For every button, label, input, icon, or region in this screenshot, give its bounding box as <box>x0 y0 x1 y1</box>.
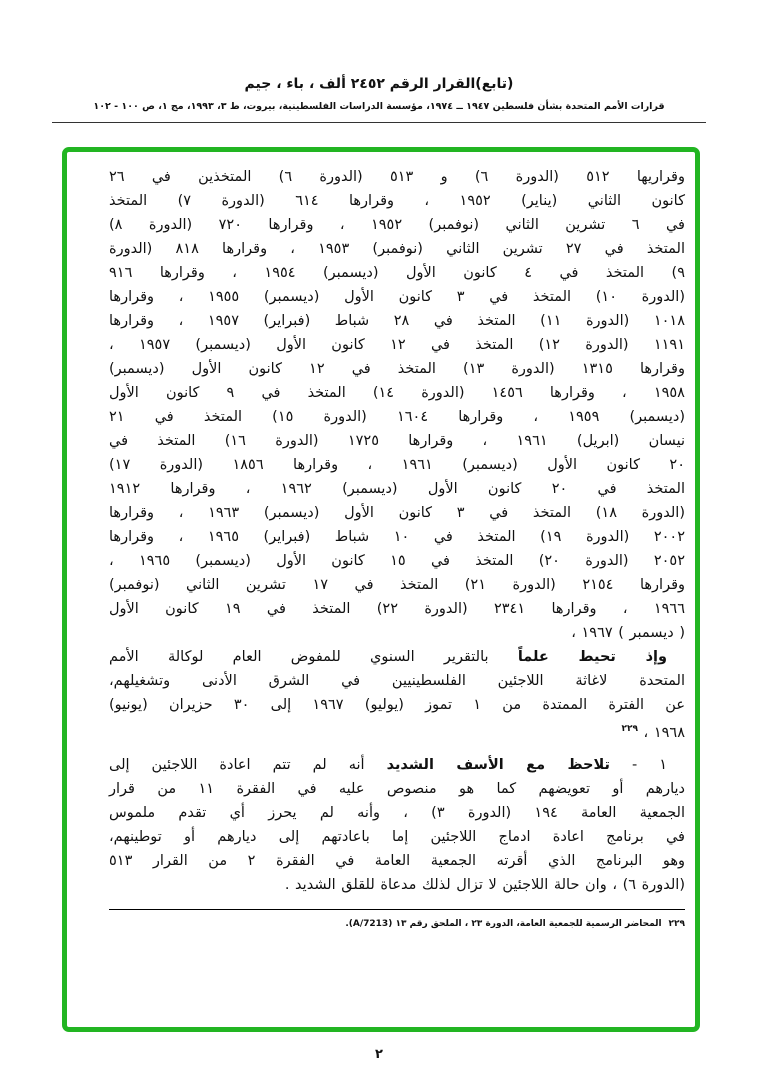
document-source-line: قرارات الأمم المتحدة بشأن فلسطين ١٩٤٧ ــ ١٩٧٤، مؤسسة الدراسات الفلسطينية، بيروت، ط ٣، ١٩٩٣، مج ١، ص ١٠٠ - ١٠٢ <box>93 101 665 112</box>
text-line <box>109 717 685 745</box>
text-segment: بالتقرير السنوي للمفوض العام لوكالة الأمم <box>109 649 518 665</box>
text-line <box>109 621 685 645</box>
footnote-block <box>109 909 685 931</box>
text-segment: (الدورة ٦) ، وان حالة اللاجئين لا تزال لذلك مدعاة للقلق الشديد . <box>284 877 685 893</box>
text-line <box>109 777 685 801</box>
text-line <box>109 381 685 405</box>
text-segment: (الدورة ١٠) المتخذ في ٣ كانون الأول (ديسمبر) ١٩٥٥ ، وقرارها <box>109 289 685 305</box>
text-line <box>109 453 685 477</box>
text-line <box>109 693 685 717</box>
text-line <box>109 477 685 501</box>
text-segment: المتحدة لاغاثة اللاجئين الفلسطينيين في الشرق الأدنى وتشغيلهم، <box>109 673 685 689</box>
text-segment: ٢٠ كانون الأول (ديسمبر) ١٩٦١ ، وقرارها ١٨٥٦ (الدورة ١٧) <box>109 457 685 473</box>
text-segment: أنه لم تتم اعادة اللاجئين إلى <box>109 757 387 773</box>
text-segment: (الدورة ١٨) المتخذ في ٣ كانون الأول (ديسمبر) ١٩٦٣ ، وقرارها <box>109 505 685 521</box>
header-divider <box>52 122 706 123</box>
text-segment: ٢٠٠٢ (الدورة ١٩) المتخذ في ١٠ شباط (فبراير) ١٩٦٥ ، وقرارها <box>109 529 685 545</box>
text-segment: المتخذ في ٢٠ كانون الأول (ديسمبر) ١٩٦٢ ، وقرارها ١٩١٢ <box>109 481 685 497</box>
text-line <box>109 333 685 357</box>
text-line <box>109 825 685 849</box>
text-line <box>109 213 685 237</box>
text-segment: ٩) المتخذ في ٤ كانون الأول (ديسمبر) ١٩٥٤ ، وقرارها ٩١٦ <box>109 265 685 281</box>
text-line <box>109 645 685 669</box>
footnote-number: ٢٢٩ <box>668 919 685 929</box>
text-line <box>109 405 685 429</box>
text-segment: ١٠١٨ (الدورة ١١) المتخذ في ٢٨ شباط (فبراير) ١٩٥٧ ، وقرارها <box>109 313 685 329</box>
text-line <box>109 357 685 381</box>
text-segment: ١٩٦٦ ، وقرارها ٢٣٤١ (الدورة ٢٢) المتخذ في ١٩ كانون الأول <box>109 601 685 617</box>
bold-text: تلاحظ مع الأسف الشديد <box>386 757 610 773</box>
text-line <box>109 849 685 873</box>
text-segment: وقرارها ١٣١٥ (الدورة ١٣) المتخذ في ١٢ كانون الأول (ديسمبر) <box>109 361 685 377</box>
text-line <box>109 873 685 897</box>
text-line <box>109 573 685 597</box>
text-line <box>109 429 685 453</box>
page-number: ٢ <box>375 1047 383 1062</box>
footnote-divider <box>109 909 685 910</box>
text-segment: (ديسمبر) ١٩٥٩ ، وقرارها ١٦٠٤ (الدورة ١٥) المتخذ في ٢١ <box>109 409 685 425</box>
footnote-ref: ٢٢٩ <box>621 724 638 734</box>
text-segment: ١٩٦٨ ، <box>637 725 685 741</box>
text-line <box>109 597 685 621</box>
bold-text: وإذ تحيط علماً <box>517 649 667 665</box>
text-line <box>109 525 685 549</box>
text-line <box>109 189 685 213</box>
text-segment: ( ديسمبر ) ١٩٦٧ ، <box>571 625 685 641</box>
numbered-item-1 <box>109 753 685 897</box>
text-segment: في ٦ تشرين الثاني (نوفمبر) ١٩٥٢ ، وقرارها ٧٢٠ (الدورة ٨) <box>109 217 685 233</box>
text-segment: عن الفترة الممتدة من ١ تموز (يوليو) ١٩٦٧ إلى ٣٠ حزيران (يونيو) <box>109 697 685 713</box>
text-segment: كانون الثاني (يناير) ١٩٥٢ ، وقرارها ٦١٤ (الدورة ٧) المتخذ <box>109 193 685 209</box>
text-line <box>109 165 685 189</box>
text-segment: نيسان (ابريل) ١٩٦١ ، وقرارها ١٧٢٥ (الدورة ١٦) المتخذ في <box>109 433 685 449</box>
text-line <box>109 549 685 573</box>
text-segment: وهو البرنامج الذي أقرته الجمعية العامة في الفقرة ٢ من القرار ٥١٣ <box>109 853 685 869</box>
text-line <box>109 669 685 693</box>
text-line <box>109 801 685 825</box>
footnote <box>109 918 685 931</box>
text-line <box>109 309 685 333</box>
text-segment: ٢٠٥٢ (الدورة ٢٠) المتخذ في ١٥ كانون الأول (ديسمبر) ١٩٦٥ ، <box>109 553 685 569</box>
text-segment: ١٩٥٨ ، وقرارها ١٤٥٦ (الدورة ١٤) المتخذ في ٩ كانون الأول <box>109 385 685 401</box>
taking-note-paragraph <box>109 645 685 745</box>
page-header <box>40 76 718 112</box>
content-frame <box>62 147 700 1032</box>
resolutions-list-paragraph <box>109 165 685 645</box>
text-line <box>109 285 685 309</box>
text-segment: ديارهم أو تعويضهم كما هو منصوص عليه في الفقرة ١١ من قرار <box>109 781 685 797</box>
text-segment: ١١٩١ (الدورة ١٢) المتخذ في ١٢ كانون الأول (ديسمبر) ١٩٥٧ ، <box>109 337 685 353</box>
text-line <box>109 501 685 525</box>
text-segment: ١ - <box>609 757 667 773</box>
text-segment: وقراريها ٥١٢ (الدورة ٦) و ٥١٣ (الدورة ٦) المتخذين في ٢٦ <box>109 169 685 185</box>
text-line <box>109 753 685 777</box>
text-segment: وقرارها ٢١٥٤ (الدورة ٢١) المتخذ في ١٧ تشرين الثاني (نوفمبر) <box>109 577 686 593</box>
footnote-text: المحاضر الرسمية للجمعية العامة، الدورة ٢٣ ، الملحق رقم ١٣ (A/7213). <box>345 919 662 929</box>
body-text <box>67 152 695 897</box>
text-segment: المتخذ في ٢٧ تشرين الثاني (نوفمبر) ١٩٥٣ ، وقرارها ٨١٨ (الدورة <box>109 241 686 257</box>
text-segment: الجمعية العامة ١٩٤ (الدورة ٣) ، وأنه لم يحرز أي تقدم ملموس <box>109 805 685 821</box>
text-line <box>109 237 685 261</box>
document-title: (تابع)القرار الرقم ٢٤٥٢ ألف ، باء ، جيم <box>244 76 514 92</box>
text-segment: في برنامج اعادة ادماج اللاجئين إما باعادتهم إلى ديارهم أو توطينهم، <box>109 829 685 845</box>
text-line <box>109 261 685 285</box>
